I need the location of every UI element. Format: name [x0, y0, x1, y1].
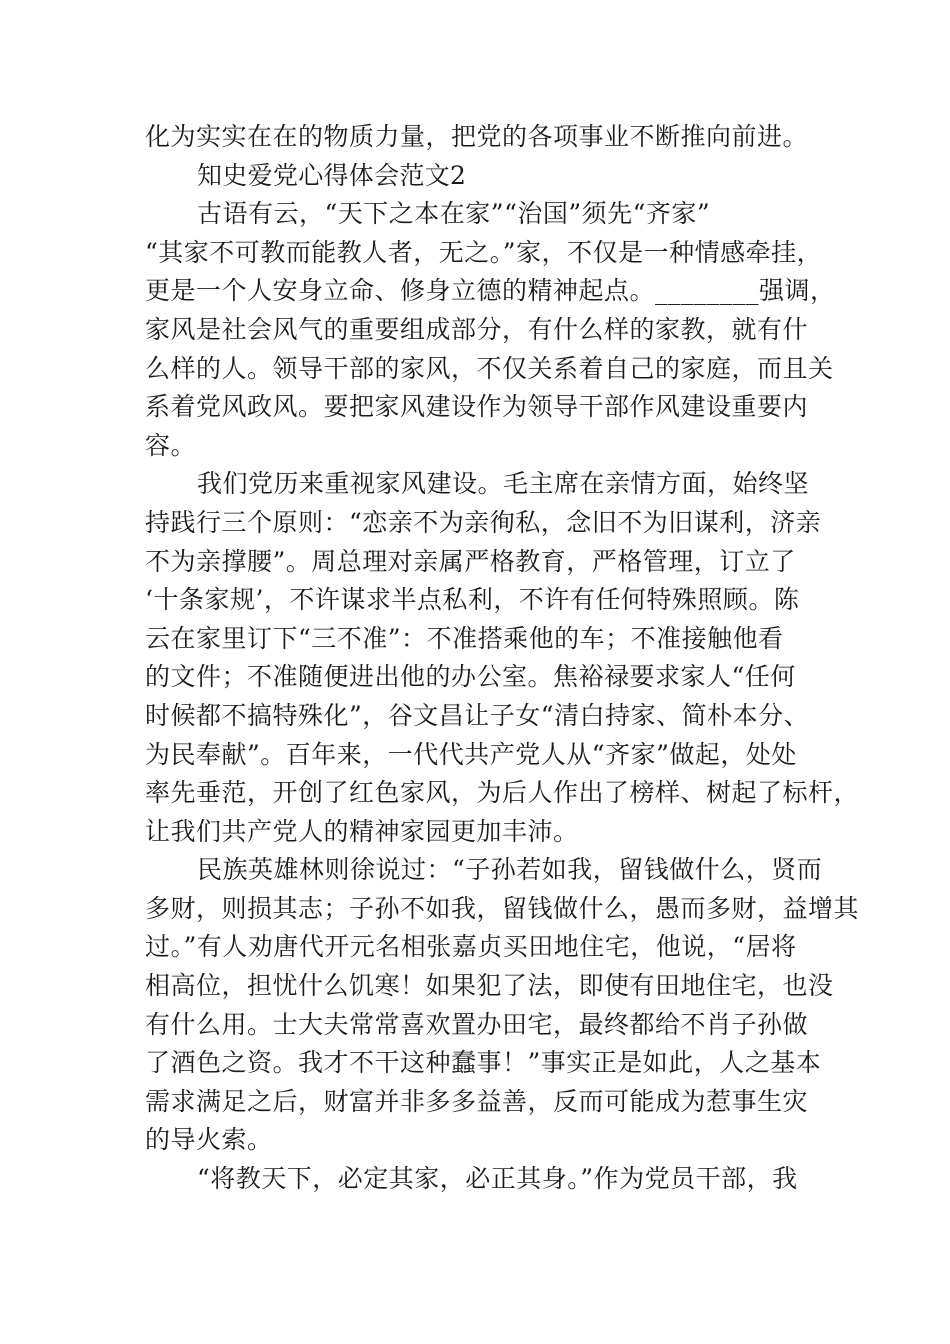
document-body [145, 118, 860, 1199]
text-line: 容。 [145, 430, 197, 460]
text-line: 的文件；不准随便进出他的办公室。焦裕禄要求家人“任何 [145, 662, 796, 692]
paragraph-first-line: 我们党历来重视家风建设。毛主席在亲情方面，始终坚 [197, 469, 810, 499]
text-line: 了酒色之资。我才不干这种蠢事！”事实正是如此，人之基本 [145, 1048, 822, 1078]
text-line: 让我们共产党人的精神家园更加丰沛。 [145, 816, 579, 846]
paragraph-first-line: 民族英雄林则徐说过：“子孙若如我，留钱做什么，贤而 [197, 855, 823, 885]
text-line: 持践行三个原则：“恋亲不为亲徇私，念旧不为旧谋利，济亲 [145, 507, 822, 537]
section-heading: 知史爱党心得体会范文2 [197, 160, 467, 190]
text-line: 么样的人。领导干部的家风，不仅关系着自己的家庭，而且关 [145, 353, 834, 383]
paragraph-first-line: 古语有云，“天下之本在家”“治国”须先“齐家” [197, 199, 711, 229]
text-line: 多财，则损其志；子孙不如我，留钱做什么，愚而多财，益增其 [145, 893, 860, 923]
text-line: 过。”有人劝唐代开元名相张嘉贞买田地住宅，他说，“居将 [145, 932, 797, 962]
text-line: 有什么用。士大夫常常喜欢置办田宅，最终都给不肖子孙做 [145, 1009, 809, 1039]
text-line: 需求满足之后，财富并非多多益善，反而可能成为惹事生灾 [145, 1086, 809, 1116]
text-line: 更是一个人安身立命、修身立德的精神起点。________强调， [145, 276, 836, 306]
paragraph-first-line: “将教天下，必定其家，必正其身。”作为党员干部，我 [197, 1164, 798, 1194]
text-line: 化为实实在在的物质力量，把党的各项事业不断推向前进。 [145, 122, 809, 151]
text-line: 率先垂范，开创了红色家风，为后人作出了榜样、树起了标杆， [145, 778, 860, 808]
text-line: 为民奉献”。百年来，一代代共产党人从“齐家”做起，处处 [145, 739, 797, 769]
text-line: 的导火索。 [145, 1125, 273, 1155]
text-line: 相高位，担忧什么饥寒！如果犯了法，即使有田地住宅，也没 [145, 971, 834, 1001]
text-line: 系着党风政风。要把家风建设作为领导干部作风建设重要内 [145, 392, 809, 422]
text-line: 不为亲撑腰”。周总理对亲属严格教育，严格管理，订立了 [145, 546, 796, 576]
text-line: 时候都不搞特殊化”，谷文昌让子女“清白持家、简朴本分、 [145, 700, 810, 730]
text-line: 云在家里订下“三不准”：不准搭乘他的车；不准接触他看 [145, 623, 784, 653]
text-line: “其家不可教而能教人者，无之。”家，不仅是一种情感牵挂， [145, 237, 823, 267]
text-line: ‘十条家规’，不许谋求半点私利，不许有任何特殊照顾。陈 [145, 585, 800, 615]
text-line: 家风是社会风气的重要组成部分，有什么样的家教，就有什 [145, 314, 809, 344]
